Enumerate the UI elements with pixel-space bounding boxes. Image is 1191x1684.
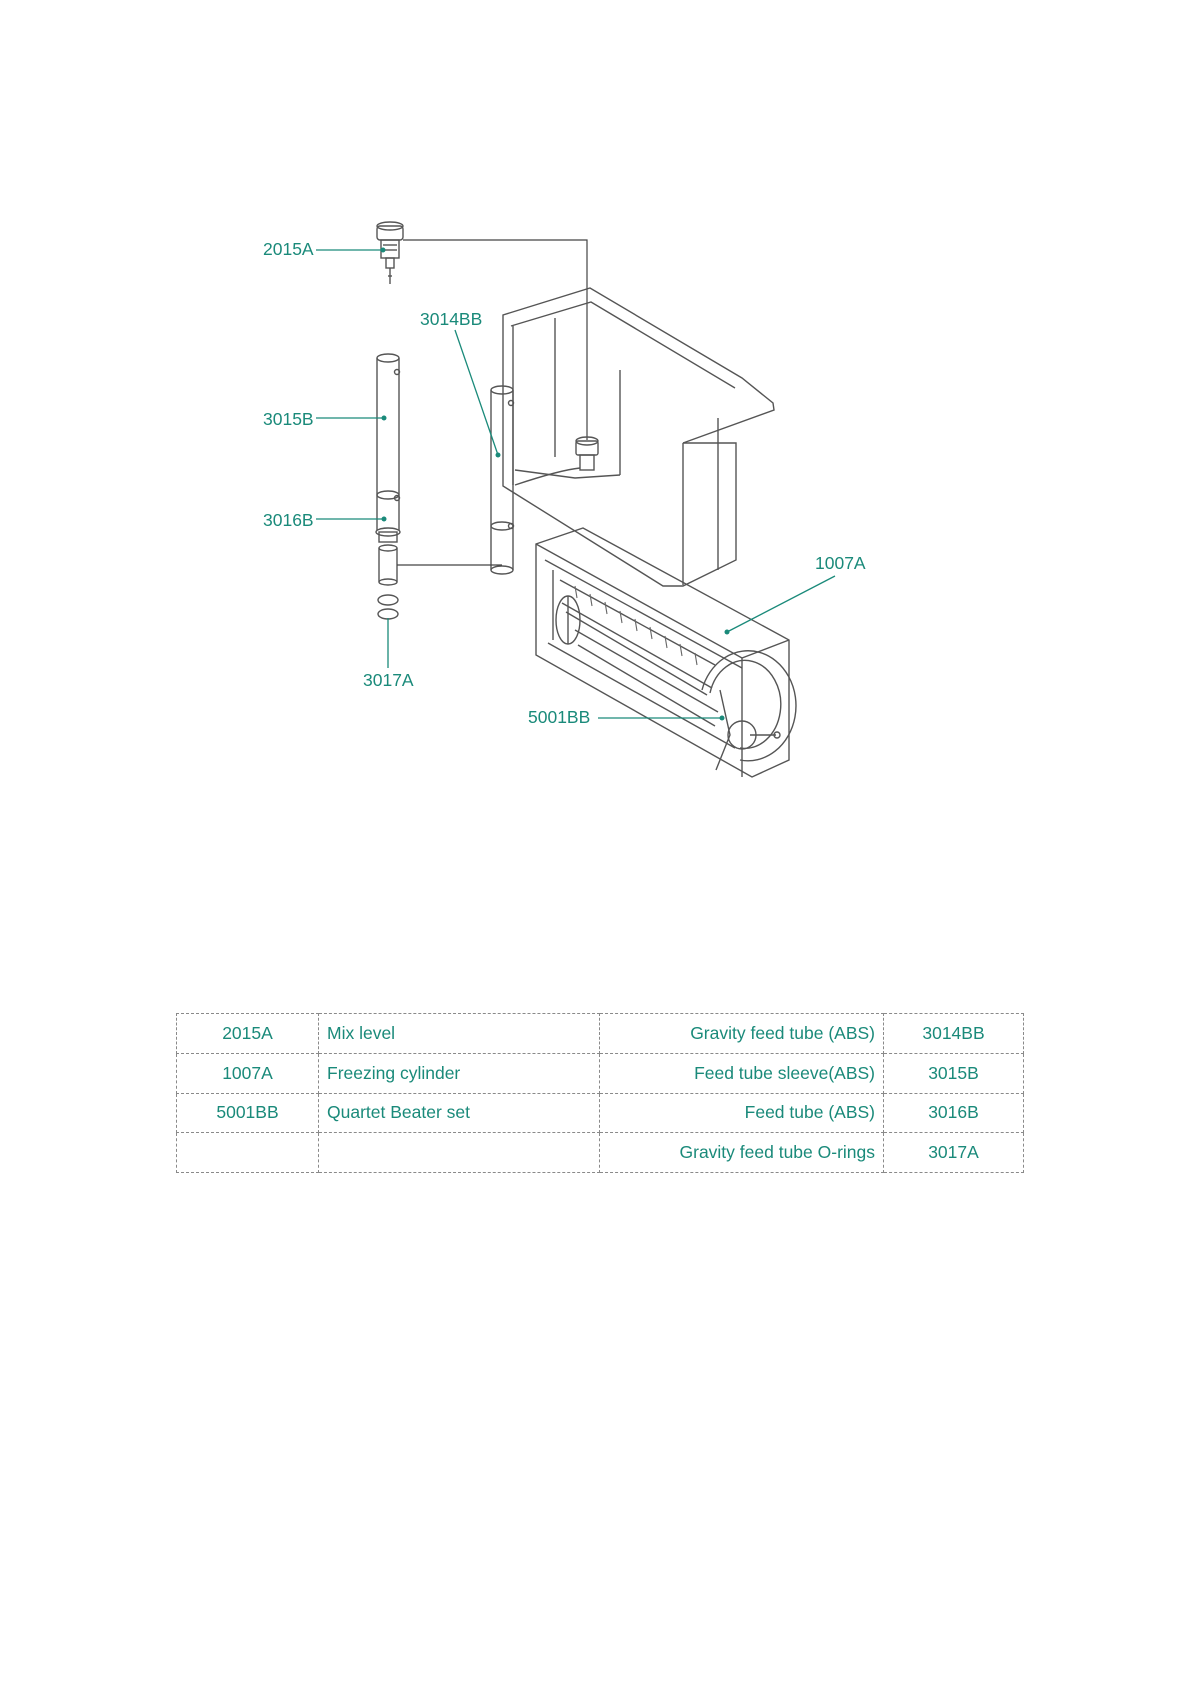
part-code: 3017A [884, 1133, 1024, 1173]
callout-5001BB: 5001BB [528, 707, 591, 727]
part-code: 2015A [177, 1014, 319, 1054]
freezing-cylinder [536, 528, 796, 777]
callout-3015B: 3015B [263, 409, 314, 429]
part-name: Gravity feed tube (ABS) [600, 1014, 884, 1054]
part-name: Quartet Beater set [319, 1093, 600, 1133]
mix-level-part [377, 222, 403, 284]
callout-3017A: 3017A [363, 670, 414, 690]
left-feed-tube [376, 354, 400, 585]
part-name: Freezing cylinder [319, 1053, 600, 1093]
callout-3016B: 3016B [263, 510, 314, 530]
part-name: Feed tube sleeve(ABS) [600, 1053, 884, 1093]
o-rings [378, 595, 398, 619]
part-code: 3016B [884, 1093, 1024, 1133]
callout-3014BB: 3014BB [420, 309, 483, 329]
part-code [177, 1133, 319, 1173]
part-code: 5001BB [177, 1093, 319, 1133]
table-row [177, 1093, 1024, 1133]
part-code: 3014BB [884, 1014, 1024, 1054]
part-name: Mix level [319, 1014, 600, 1054]
part-name: Gravity feed tube O-rings [600, 1133, 884, 1173]
part-code: 1007A [177, 1053, 319, 1093]
table-row [177, 1053, 1024, 1093]
callout-2015A: 2015A [263, 239, 314, 259]
part-name [319, 1133, 600, 1173]
right-feed-tube [491, 386, 514, 574]
callout-1007A: 1007A [815, 553, 866, 573]
part-name: Feed tube (ABS) [600, 1093, 884, 1133]
table-row [177, 1133, 1024, 1173]
parts-table [176, 1013, 1024, 1173]
table-row [177, 1014, 1024, 1054]
part-code: 3015B [884, 1053, 1024, 1093]
